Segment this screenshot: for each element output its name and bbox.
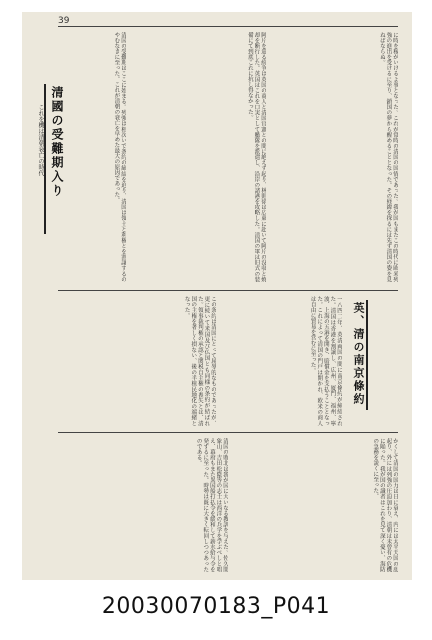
header-rule — [58, 26, 398, 27]
body-text-low-right: かくして清国の国力は日に衰え、内には太平天国の乱起り、外には列強の圧迫加わり、清朝は未曾有の危機に陥った。我が国の識者はこれを見て深く憂い、海防の急務を説くに至った。 — [372, 438, 398, 572]
section-title: 清國の受難期入り — [50, 86, 64, 198]
section-subtitle: これを機は清朝衰亡の時代 — [37, 104, 44, 176]
document-page — [22, 12, 412, 580]
treaty-title: 英、清の南京條約 — [352, 302, 365, 406]
body-text-low-left: 清国の敗北は我が国に大いなる教訓を与えた。佐久間象山、吉田松陰等の志士は西洋の兵学を学ぶべしと唱え、幕府もまた異国船打払令を緩和して薪水給与令を発するに至った。時勢は既に大きく転回しつつあったのである。 — [195, 438, 228, 572]
body-text-top-middle: 阿片を巡る紛争は英国の商人と清国官憲との間に絶えず起り、林則徐は広東に赴いて阿片の没収と焼却を断行した。英国はこれを口実として艦隊を派遣し、沿岸の諸港を攻略した。清国の軍は旧式の装備にて到底これに抗し得なかった。 — [246, 32, 266, 282]
lower-rule — [58, 432, 398, 433]
middle-rule — [58, 290, 398, 291]
page-number: 39 — [58, 16, 70, 26]
treaty-title-bar — [366, 300, 368, 410]
archive-id-label: 20030070183_P041 — [101, 594, 331, 619]
body-text-top-left: 清国の受難期はここに始まる。列強は相次いで条約の締結を迫り、清国は領土と利権とを割譲するのやむなきに至った。これが清朝の衰亡を早めた最大の原因であった。 — [113, 32, 126, 282]
body-text-mid-left: この条約は清国にとって屈辱的なものであったが、更に続いて米国及び仏国とも同様の条約が結ばれた。領事裁判権の承認と関税自主権の喪失とは、清国の主権を著しく損ない、後の半植民地化の端緒となった。 — [183, 296, 216, 426]
body-text-mid-right: 一八四二年、英清両国の間に南京條約が締結された。清国は香港を割譲し、広州、厦門、福州、寧波、上海の五港を開き、賠償金を支払うこととなった。これによって清国の門戸は開かれ、欧米の商人は自由に貿易を営むに至った。 — [309, 296, 342, 426]
body-text-top-right: に時を稼がいけるよ事となった。これが常時の清国の国情であった。我が国もまたこの時代に欧米列強の進出を受けるに至り、鎖国の夢から醒めることとなった。その経緯を探るには先ず清国の姿を見ねばならぬ。 — [378, 32, 398, 282]
